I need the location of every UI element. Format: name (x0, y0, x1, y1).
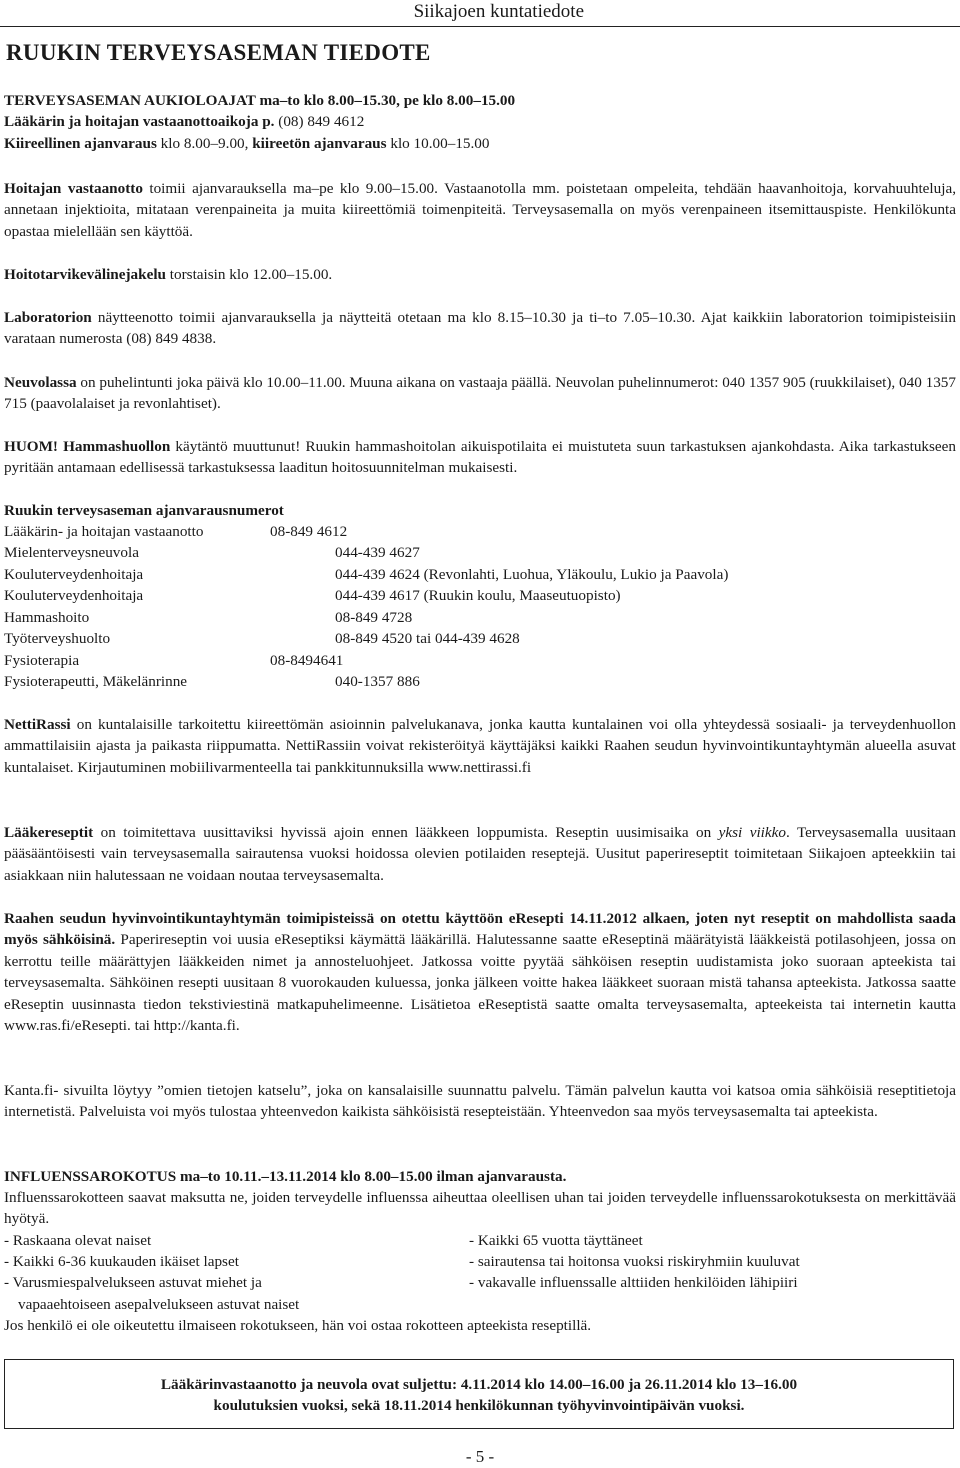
closure-notice-box (4, 1359, 954, 1429)
urgent-booking-hours: klo 8.00–9.00, (156, 134, 253, 152)
dental-paragraph (4, 436, 956, 479)
renewal-time: yksi viikko (718, 824, 786, 841)
kanta-paragraph: Kanta.fi- sivuilta löytyy ”omien tietojen katselu”, joka on kansalaisille suunnattu palvelu. Tämän palvelun kautta voi katsoa omia sähköisiä reseptitietoja internetistä. Palveluista voi myös tulostaa yhteenvedon kaikista sähköisistä resepteistään. Yhteenvedon saa myös terveysasemalta tai apteekista. (4, 1082, 956, 1121)
page-title: RUUKIN TERVEYSASEMAN TIEDOTE (6, 40, 431, 65)
service-phone: 040-1357 886 (335, 673, 420, 690)
nonurgent-booking-hours: klo 10.00–15.00 (386, 134, 490, 152)
laboratory-text: näytteenotto toimii ajanvarauksella ja näytteitä otetaan ma klo 8.15–10.30 ja ti–to 7.05–10.30. Ajat kaikkiin laboratorion toimipisteisiin varataan numerosta (08) 849 4838. (4, 309, 956, 348)
document-page: Siikajoen kuntatiedote RUUKIN TERVEYSASEMAN TIEDOTE TERVEYSASEMAN AUKIOLOAJAT ma–to klo 8.00–15.30, pe klo 8.00–15.00 Lääkärin ja hoitajan vastaanottoaikoja p. (08) 849 4612 Kiireellinen ajanvaraus klo 8.00–9.00, kiireetön ajanvaraus klo 10.00–15.00 Hoitajan vastaanotto toimii ajanvarauksella ma–pe klo 9.00–15.00. Vastaanotolla mm. poistetaan ompeleita, tehdään haavanhoitoja, korvahuuhteluja, annetaan injektioita, mitataan verenpaineita ja muita kiireettömiä toimenpiteitä. Terveysasemalla on myös verenpaineen itsemittauspiste. Henkilökunta opastaa mielellään sen käyttöä. Hoitotarvikevälinejakelu torstaisin klo 12.00–15.00. Laboratorion näytteenotto toimii ajanvarauksella ja näytteitä otetaan ma klo 8.15–10.30 ja ti–to 7.05–10.30. Ajat kaikkiin laboratorion toimipisteisiin varataan numerosta (08) 849 4838. Neuvolassa on puhelintunti joka päivä klo 10.00–11.00. Muuna aikana on vastaaja päällä. Neuvolan puhelinnumerot: 040 1357 905 (ruukkilaiset), 040 1357 715 (paavolalaiset ja revonlahtiset). HUOM! Hammashuollon käytäntö muuttunut! Ruukin hammashoitolan aikuispotilaita ei muistuteta suun tarkastuksen ajankohdasta. Aika tarkastukseen pyritään antamaan edellisessä tarkastuksessa laaditun hoitosuunnitelman mukaisesti. Ruukin terveysaseman ajanvarausnumerot Lääkärin- ja hoitajan vastaanotto 08-849 4612 Mielenterveysneuvola 044-439 4627 Kouluterveydenhoitaja 044-439 4624 (Revonlahti, Luohua, Yläkoulu, Lukio ja Paavola) Kouluterveydenhoitaja 044-439 4617 (Ruukin koulu, Maaseutuopisto) Hammashoito 08-849 4728 Työterveyshuolto 08-849 4520 tai 044-439 4628 Fysioterapia 08-8494641 Fysioterapeutti, Mäkelänrinne 040-1357 886 NettiRassi on kuntalaisille tarkoitettu kiireettömän asioinnin palvelukanava, jonka kautta kuntalainen voi olla yhteydessä sosiaali- ja terveydenhuollon ammattilaisiin ajasta ja paikasta riippumatta. NettiRassiin voivat rekisteröityä käyttäjäksi kaikki Raahen seudun hyvinvointikuntayhtymän alueella asuvat kuntalaiset. Kirjautuminen mobiilivarmenteella tai pankkitunnuksilla www.nettirassi.fi Lääkereseptit on toimitettava uusittaviksi hyvissä ajoin ennen lääkkeen loppumista. Reseptin uusimisaika on yksi viikko. Terveysasemalla uusitaan pääsääntöisesti vain terveysasemalla sairautensa vuoksi hoidossa olevien potilaiden reseptejä. Uusitut paperireseptit toimitetaan Siikajoen apteekkiin tai asiakkaan niin halutessaan ne voidaan noutaa terveysasemalta. Raahen seudun hyvinvointikuntayhtymän toimipisteissä on otettu käyttöön eResepti 14.11.2012 alkaen, joten nyt reseptit on mahdollista saada myös sähköisinä. Paperireseptin voi uusia eReseptiksi käymättä lääkärillä. Halutessanne saatte eReseptinä määrätyistä lääkkeistä potilasohjeen, jossa on kerrottu teille määrättyjen lääkkeiden nimet ja annosteluohjeet. Jatkossa voitte pyytää sähköisen reseptin uudistamista joko suoraan apteekista tai terveysasemalta. Sähköinen resepti uusitaan 8 vuorokauden kuluessa, jonka jälkeen voitte hakea lääkkeet suoraan mistä tahansa apteekista. Jatkossa saatte eReseptin uusinnasta tiedon tekstiviestinä matkapuhelimeenne. Lisätietoa eReseptistä saatte omalta terveysasemalta, apteekeista tai internetin kautta www.ras.fi/eResepti. tai http://kanta.fi. Kanta.fi- sivuilta löytyy ”omien tietojen katselu”, joka on kansalaisille suunnattu palvelu. Tämän palvelun kautta voi katsoa omia sähköisiä reseptitietoja internetistä. Palveluista voi myös tulostaa yhteenvedon kaikista sähköisistä resepteistään. Yhteenvedon saa myös terveysasemalta tai apteekista. INFLUENSSAROKOTUS ma–to 10.11.–13.11.2014 klo 8.00–15.00 ilman ajanvarausta. Influenssarokotteen saavat maksutta ne, joiden terveydelle influenssa aiheuttaa oleellisen uhan tai joiden terveydelle influenssarokotuksesta on merkittävää hyötyä. - Raskaana olevat naiset - Kaikki 65 vuotta täyttäneet - Kaikki 6-36 kuukauden ikäiset lapset - sairautensa tai hoitonsa vuoksi riskiryhmiin kuuluvat - Varusmiespalvelukseen astuvat miehet ja - vakavalle influenssalle alttiiden henkilöiden lähipiiri vapaaehtoiseen asepalvelukseen astuvat naiset Jos henkilö ei ole oikeutettu ilmaiseen rokotukseen, hän voi ostaa rokotteen apteekista reseptillä. Lääkärinvastaanotto ja neuvola ovat suljettu: 4.11.2014 klo 14.00–16.00 ja 26.11.2014 klo 13–16.00 koulutuksien vuoksi, sekä 18.11.2014 henkilökunnan työhyvinvointipäivän vuoksi. - 5 - (0, 0, 960, 1468)
nurse-reception-text: toimii ajanvarauksella ma–pe klo 9.00–15.00. Vastaanotolla mm. poistetaan ompeleita, tehdään haavanhoitoja, korvahuuhteluja, annetaan injektioita, mitataan verenpaineita ja muita kiireettömiä toimenpiteitä. Terveysasemalla on myös verenpaineen itsemittauspiste. Henkilökunta opastaa mielellään sen käyttöä. (4, 180, 956, 240)
prescriptions-label: Lääkereseptit (4, 824, 94, 841)
service-phone-with-note: 044-439 4624 (Revonlahti, Luohua, Yläkoulu, Lukio ja Paavola) (335, 566, 729, 583)
supplies-text: torstaisin klo 12.00–15.00. (166, 266, 333, 283)
service-name: Kouluterveydenhoitaja (4, 566, 144, 583)
flu-vaccination-intro: Influenssarokotteen saavat maksutta ne, joiden terveydelle influenssa aiheuttaa oleellisen uhan tai joiden terveydelle influenssarokotuksesta on merkittävää hyötyä. (4, 1189, 956, 1228)
prescriptions-paragraph: Lääkereseptit on toimitettava uusittaviksi hyvissä ajoin ennen lääkkeen loppumista. Reseptin uusimisaika on yksi viikko. Terveysasemalla uusitaan pääsääntöisesti vain terveysasemalla sairautensa vuoksi hoidossa olevien potilaiden reseptejä. Uusitut paperireseptit toimitetaan Siikajoen apteekkiin tai asiakkaan niin halutessaan ne voidaan noutaa terveysasemalta. (4, 824, 956, 884)
nettirassi-text: on kuntalaisille tarkoitettu kiireettömän asioinnin palvelukanava, jonka kautta kuntalainen voi olla yhteydessä sosiaali- ja terveydenhuollon ammattilaisiin ajasta ja paikasta riippumatta. NettiRassiin voivat rekisteröityä käyttäjäksi kaikki Raahen seudun hyvinvointikuntayhtymän alueella asuvat kuntalaiset. Kirjautuminen mobiilivarmenteella tai pankkitunnuksilla (4, 716, 956, 776)
opening-hours (4, 90, 956, 154)
service-phone: 044-439 4627 (335, 544, 420, 561)
service-phone-with-note: 044-439 4617 (Ruukin koulu, Maaseutuopisto) (335, 587, 621, 604)
dental-text: käytäntö muuttunut! Ruukin hammashoitolan aikuispotilaita ei muistuteta suun tarkastuksen ajankohdasta. Aika tarkastukseen pyritään antamaan edellisessä tarkastuksessa laaditun hoitosuunnitelman mukaisesti. (4, 438, 956, 477)
publication-name: Siikajoen kuntatiedote (413, 1, 584, 22)
service-phone: 08-8494641 (270, 652, 344, 669)
nonurgent-booking-label: kiireetön ajanvaraus (252, 134, 387, 152)
laboratory-label: Laboratorion (4, 309, 92, 326)
kanta-link[interactable]: http://kanta.fi. (153, 1017, 240, 1035)
header-rule (0, 26, 960, 27)
nettirassi-link[interactable]: www.nettirassi.fi (427, 758, 532, 776)
service-name: Fysioterapeutti, Mäkelänrinne (4, 673, 188, 690)
booking-numbers-heading: Ruukin terveysaseman ajanvarausnumerot (4, 502, 284, 519)
nettirassi-label: NettiRassi (4, 716, 71, 733)
flu-closing-text: Jos henkilö ei ole oikeutettu ilmaiseen rokotukseen, hän voi ostaa rokotteen apteekista reseptillä. (4, 1317, 592, 1334)
dental-label: HUOM! Hammashuollon (4, 438, 171, 455)
closure-notice-line: Lääkärinvastaanotto ja neuvola ovat suljettu: 4.11.2014 klo 14.00–16.00 ja 26.11.2014 klo 13–16.00 (160, 1376, 798, 1393)
service-phone: 08-849 4520 tai 044-439 4628 (335, 630, 520, 647)
page-number: - 5 - (465, 1447, 495, 1466)
service-name: Lääkärin- ja hoitajan vastaanotto (4, 523, 204, 540)
service-name: Työterveyshuolto (4, 630, 111, 647)
service-phone: 08-849 4728 (335, 609, 413, 626)
opening-hours-line: TERVEYSASEMAN AUKIOLOAJAT ma–to klo 8.00–15.30, pe klo 8.00–15.00 (4, 92, 516, 109)
child-clinic-paragraph (4, 372, 956, 415)
supplies-label: Hoitotarvikevälinejakelu (4, 266, 166, 283)
eprescription-lead: Raahen seudun hyvinvointikuntayhtymän toimipisteissä on otettu käyttöön eResepti 14.11.2012 alkaen, joten nyt reseptit on mahdollista saada myös sähköisinä. (4, 910, 956, 949)
child-clinic-label: Neuvolassa (4, 374, 77, 391)
urgent-booking-label: Kiireellinen ajanvaraus (4, 134, 157, 152)
supplies-paragraph (4, 264, 956, 285)
nurse-reception-paragraph (4, 178, 956, 242)
laboratory-paragraph (4, 307, 956, 350)
child-clinic-text: on puhelintunti joka päivä klo 10.00–11.00. Muuna aikana on vastaaja päällä. Neuvolan puhelinnumerot: 040 1357 905 (ruukkilaiset), 040 1357 715 (paavolalaiset ja revonlahtiset). (4, 374, 956, 413)
service-name: Fysioterapia (4, 652, 80, 669)
appointment-phone-label: Lääkärin ja hoitajan vastaanottoaikoja p. (4, 113, 275, 131)
eprescription-paragraph: Raahen seudun hyvinvointikuntayhtymän toimipisteissä on otettu käyttöön eResepti 14.11.2012 alkaen, joten nyt reseptit on mahdollista saada myös sähköisinä. Paperireseptin voi uusia eReseptiksi käymättä lääkärillä. Halutessanne saatte eReseptinä määrätyistä lääkkeistä potilasohjeen, jossa on kerrottu teille määrättyjen lääkkeiden nimet ja annosteluohjeet. Jatkossa voitte pyytää sähköisen reseptin uudistamista joko suoraan apteekista tai terveysasemalta. Sähköinen resepti uusitaan 8 vuorokauden kuluessa, jonka jälkeen voitte hakea lääkkeet suoraan mistä tahansa apteekista. Jatkossa saatte eReseptin uusinnasta tiedon tekstiviestinä matkapuhelimeenne. Lisätietoa eReseptistä saatte omalta terveysasemalta, apteekeista tai internetin kautta www.ras.fi/eResepti. tai http://kanta.fi. (4, 910, 956, 1035)
service-name: Kouluterveydenhoitaja (4, 587, 144, 604)
ras-eresepti-link[interactable]: www.ras.fi/eResepti. (4, 1017, 131, 1035)
nettirassi-paragraph (4, 714, 956, 778)
appointment-phone: (08) 849 4612 (274, 113, 365, 131)
closure-notice-line: koulutuksien vuoksi, sekä 18.11.2014 henkilökunnan työhyvinvointipäivän vuoksi. (213, 1397, 745, 1415)
service-name: Hammashoito (4, 609, 90, 626)
nurse-reception-label: Hoitajan vastaanotto (4, 180, 143, 197)
service-phone: 08-849 4612 (270, 523, 348, 540)
service-name: Mielenterveysneuvola (4, 544, 139, 561)
flu-vaccination-heading: INFLUENSSAROKOTUS ma–to 10.11.–13.11.2014 klo 8.00–15.00 ilman ajanvarausta. (4, 1168, 567, 1185)
